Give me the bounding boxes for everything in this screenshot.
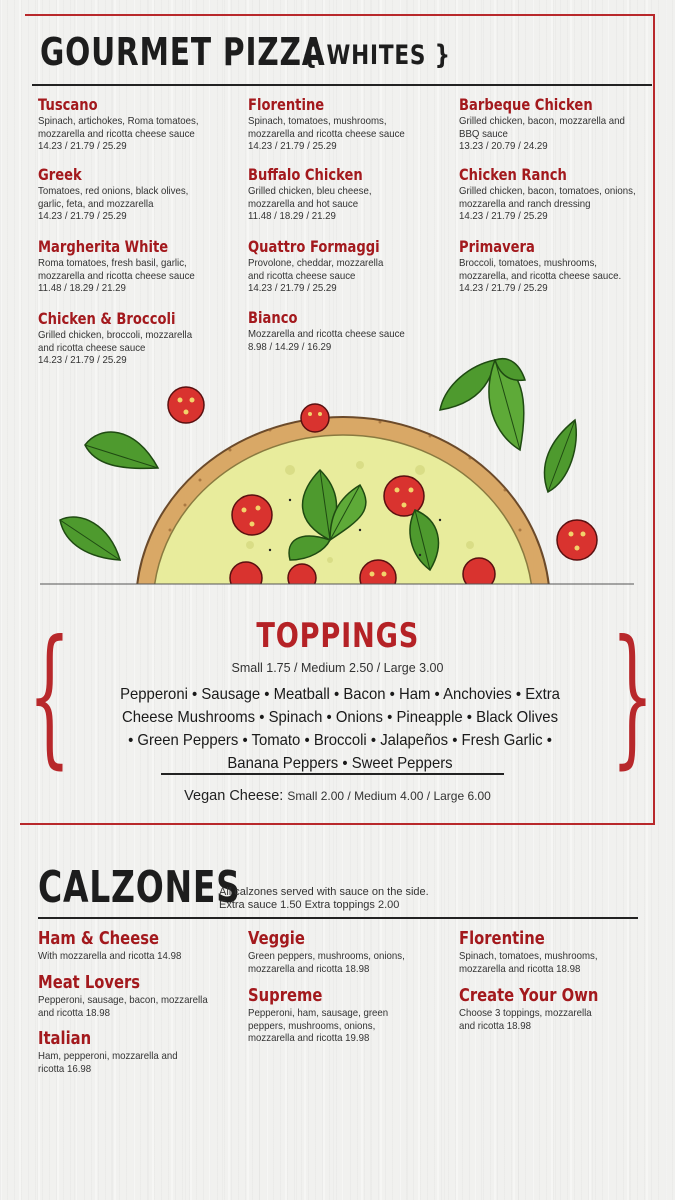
calzones-title: CALZONES bbox=[38, 862, 241, 913]
toppings-line: • Green Peppers • Tomato • Broccoli • Jalapeños • Fresh Garlic • bbox=[128, 732, 552, 749]
toppings-list bbox=[90, 683, 590, 775]
item-name: Veggie bbox=[248, 928, 305, 949]
calzone-item bbox=[38, 1028, 243, 1075]
item-price: 11.48 / 18.29 / 21.29 bbox=[248, 210, 336, 222]
item-name: Buffalo Chicken bbox=[248, 165, 363, 184]
left-brace: { bbox=[28, 609, 71, 783]
toppings-title: TOPPINGS bbox=[256, 616, 419, 656]
item-name: Create Your Own bbox=[459, 985, 599, 1006]
item-price: 14.23 / 21.79 / 25.29 bbox=[459, 210, 548, 222]
toppings-line: Cheese Mushrooms • Spinach • Onions • Pineapple • Black Olives bbox=[121, 709, 559, 726]
toppings-divider bbox=[161, 773, 504, 775]
item-name: Primavera bbox=[459, 237, 535, 256]
item-description: Ham, pepperoni, mozzarella and ricotta 16.98 bbox=[38, 1050, 178, 1075]
vegan-label: Vegan Cheese: bbox=[184, 788, 284, 804]
item-name: Florentine bbox=[248, 95, 325, 114]
item-price: 13.23 / 20.79 / 24.29 bbox=[459, 140, 548, 152]
item-name: Bianco bbox=[248, 308, 298, 327]
item-description: With mozzarella and ricotta 14.98 bbox=[38, 950, 182, 962]
item-name: Florentine bbox=[459, 928, 545, 949]
vegan-prices: Small 2.00 / Medium 4.00 / Large 6.00 bbox=[287, 789, 491, 803]
calzone-item bbox=[38, 972, 243, 1019]
calzone-item bbox=[459, 985, 664, 1032]
item-name: Tuscano bbox=[38, 95, 98, 114]
calzones-note-line: All calzones served with sauce on the side. bbox=[219, 886, 429, 898]
frame-bottom-line bbox=[20, 823, 655, 825]
item-name: Supreme bbox=[248, 985, 323, 1006]
item-description: Tomatoes, red onions, black olives, garlic, feta, and mozzarella bbox=[38, 185, 189, 210]
right-brace: } bbox=[611, 609, 654, 783]
item-name: Chicken & Broccoli bbox=[38, 309, 176, 328]
calzones-note bbox=[219, 886, 429, 912]
item-price: 8.98 / 14.29 / 16.29 bbox=[248, 340, 332, 353]
item-description: Mozzarella and ricotta cheese sauce bbox=[248, 328, 405, 340]
item-description: Choose 3 toppings, mozzarella and ricotta 18.98 bbox=[459, 1007, 592, 1032]
item-price: 14.23 / 21.79 / 25.29 bbox=[38, 140, 127, 152]
calzone-item bbox=[248, 985, 453, 1045]
item-description: Broccoli, tomatoes, mushrooms, mozzarella, and ricotta cheese sauce. bbox=[459, 257, 622, 282]
gourmet-subtitle: { WHITES } bbox=[302, 40, 451, 71]
item-name: Ham & Cheese bbox=[38, 928, 160, 949]
item-name: Barbeque Chicken bbox=[459, 95, 593, 114]
item-description: Provolone, cheddar, mozzarella and ricotta cheese sauce bbox=[248, 257, 384, 282]
item-description: Grilled chicken, bleu cheese, mozzarella and hot sauce bbox=[248, 185, 372, 210]
calzone-item bbox=[248, 928, 453, 975]
item-price: 11.48 / 18.29 / 21.29 bbox=[38, 282, 126, 294]
item-name: Greek bbox=[38, 165, 82, 184]
item-description: Grilled chicken, bacon, tomatoes, onions, mozzarella and ranch dressing bbox=[459, 185, 636, 210]
item-price: 14.23 / 21.79 / 25.29 bbox=[459, 282, 548, 294]
toppings-line: Banana Peppers • Sweet Peppers bbox=[227, 755, 453, 772]
calzone-item bbox=[459, 928, 664, 975]
item-description: Pepperoni, sausage, bacon, mozzarella and ricotta 18.98 bbox=[38, 994, 208, 1019]
calzones-note-line: Extra sauce 1.50 Extra toppings 2.00 bbox=[219, 899, 400, 911]
item-price: 14.23 / 21.79 / 25.29 bbox=[248, 140, 337, 152]
gourmet-title: GOURMET PIZZA bbox=[40, 30, 326, 74]
item-price: 14.23 / 21.79 / 25.29 bbox=[248, 282, 337, 294]
item-name: Meat Lovers bbox=[38, 972, 141, 993]
item-description: Spinach, tomatoes, mushrooms, mozzarella and ricotta cheese sauce bbox=[248, 115, 405, 140]
item-name: Chicken Ranch bbox=[459, 165, 567, 184]
item-description: Pepperoni, ham, sausage, green peppers, mushrooms, onions, mozzarella and ricotta 19.98 bbox=[248, 1007, 389, 1044]
toppings-line: Pepperoni • Sausage • Meatball • Bacon • Ham • Anchovies • Extra bbox=[120, 686, 560, 703]
calzones-underline bbox=[38, 917, 638, 919]
vegan-cheese-line bbox=[0, 788, 675, 804]
item-description: Spinach, tomatoes, mushrooms, mozzarella and ricotta 18.98 bbox=[459, 950, 598, 975]
item-description: Grilled chicken, bacon, mozzarella and BBQ sauce bbox=[459, 115, 625, 140]
item-description: Roma tomatoes, fresh basil, garlic, mozzarella and ricotta cheese sauce bbox=[38, 257, 195, 282]
item-name: Italian bbox=[38, 1028, 92, 1049]
item-price: 14.23 / 21.79 / 25.29 bbox=[38, 210, 127, 222]
item-description: Spinach, artichokes, Roma tomatoes, mozzarella and ricotta cheese sauce bbox=[38, 115, 199, 140]
toppings-prices: Small 1.75 / Medium 2.50 / Large 3.00 bbox=[231, 661, 444, 675]
item-description: Green peppers, mushrooms, onions, mozzarella and ricotta 18.98 bbox=[248, 950, 405, 975]
item-price: 14.23 / 21.79 / 25.29 bbox=[38, 354, 127, 366]
item-description: Grilled chicken, broccoli, mozzarella and ricotta cheese sauce bbox=[38, 329, 193, 354]
item-name: Quattro Formaggi bbox=[248, 237, 380, 256]
item-name: Margherita White bbox=[38, 237, 169, 256]
calzone-item bbox=[38, 928, 243, 963]
